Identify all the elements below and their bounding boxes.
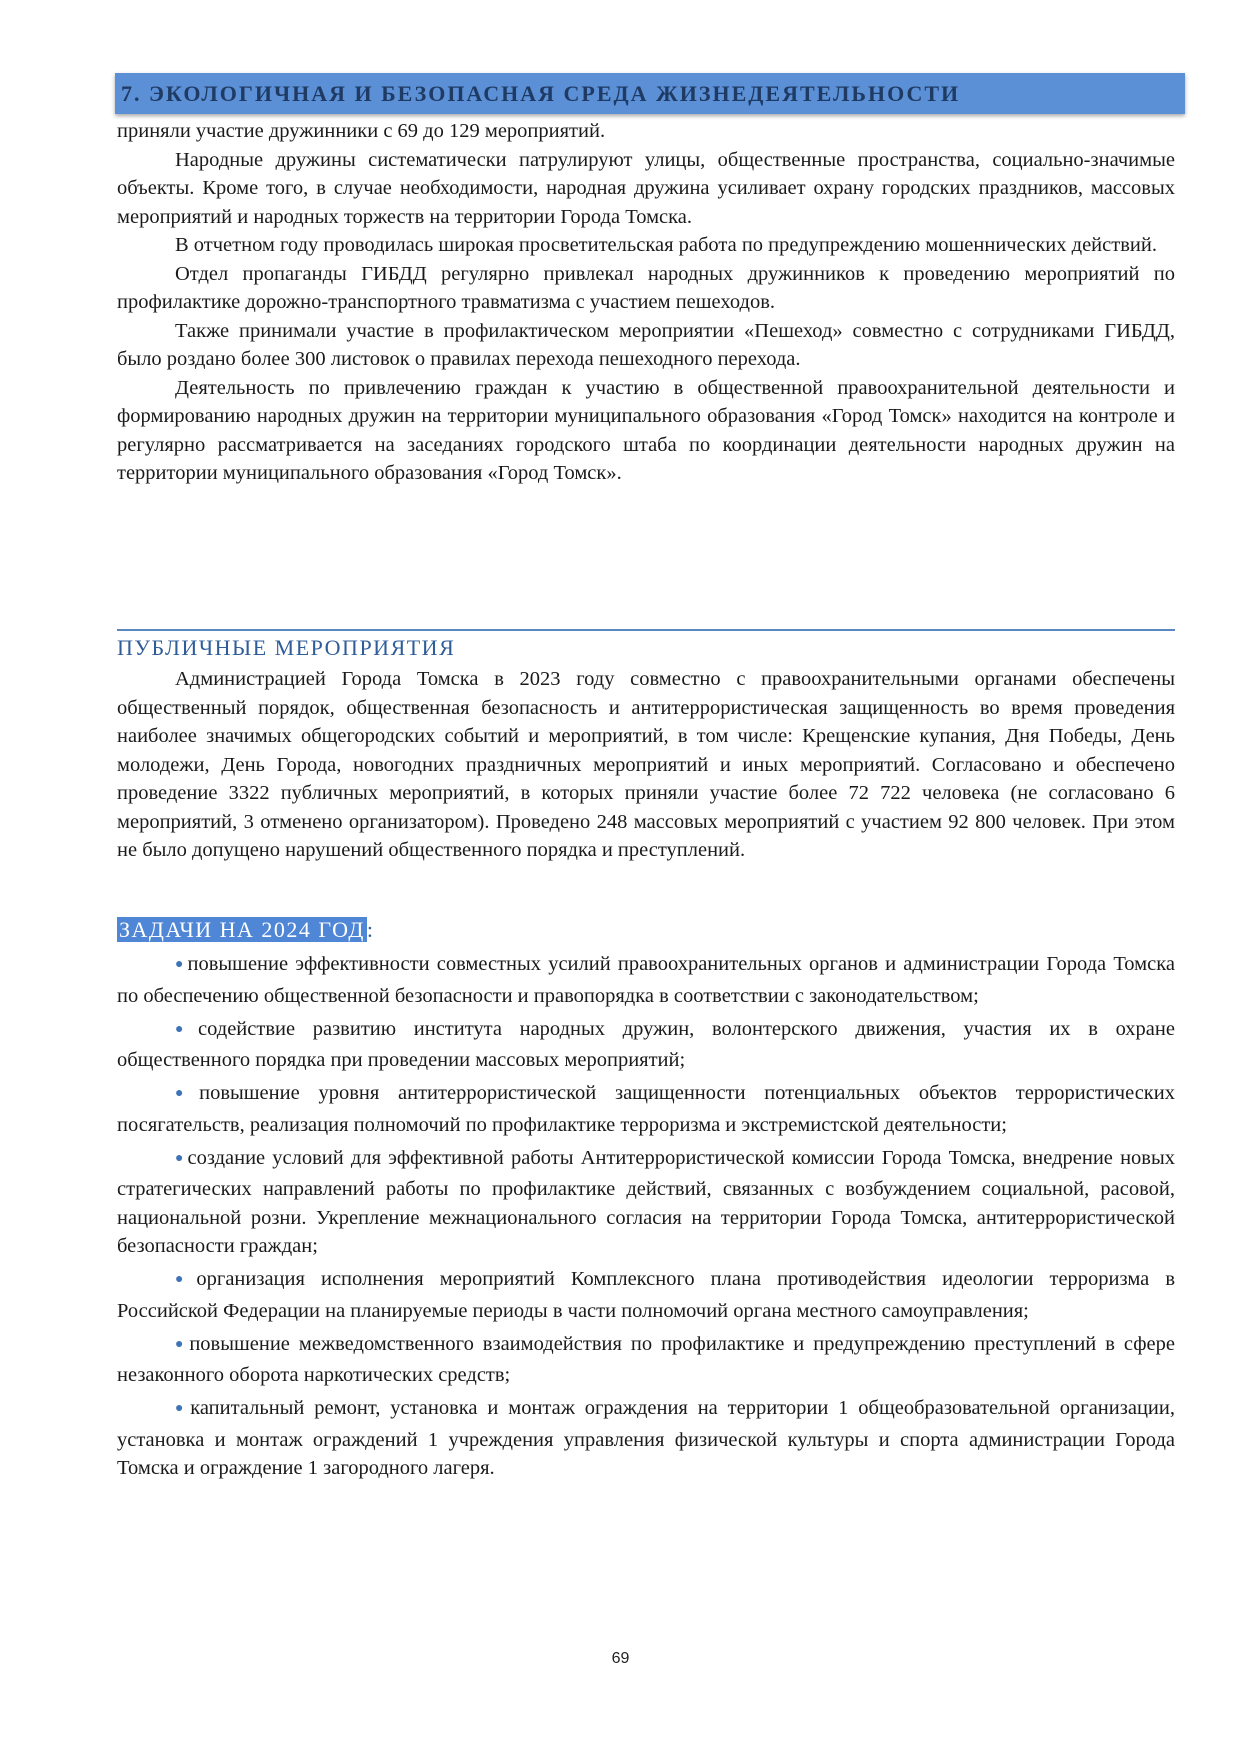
task-text: содействие развитию института народных дружин, волонтерского движения, участия их в охране общественного порядка при проведении массовых мероприятий; <box>117 1017 1175 1071</box>
task-text: повышение уровня антитеррористической защищенности потенциальных объектов террористических посягательств, реализация полномочий по профилактике терроризма и экстремистской деятельности; <box>117 1082 1175 1136</box>
intro-paragraph: В отчетном году проводилась широкая просветительская работа по предупреждению мошеннических действий. <box>175 234 1157 256</box>
tasks-list <box>117 950 1175 1487</box>
task-item <box>117 1330 1175 1390</box>
bullet-icon: ● <box>175 1336 188 1352</box>
chapter-header-band <box>115 73 1185 114</box>
task-item <box>117 1079 1175 1139</box>
bullet-icon: ● <box>175 1150 186 1166</box>
task-item <box>117 1015 1175 1075</box>
intro-paragraph: Народные дружины систематически патрулируют улицы, общественные пространства, социально-значимые объекты. Кроме того, в случае необходимости, народная дружина усиливает охрану городских праздников, массовых мероприятий и народных торжеств на территории Города Томска. <box>117 148 1175 228</box>
intro-block <box>117 117 1175 488</box>
chapter-title: 7. ЭКОЛОГИЧНАЯ И БЕЗОПАСНАЯ СРЕДА ЖИЗНЕДЕЯТЕЛЬНОСТИ <box>121 81 961 106</box>
task-text: организация исполнения мероприятий Комплексного плана противодействия идеологии терроризма в Российской Федерации на планируемые периоды в части полномочий органа местного самоуправления; <box>117 1268 1175 1322</box>
bullet-icon: ● <box>175 1272 195 1287</box>
section-title-public-events: ПУБЛИЧНЫЕ МЕРОПРИЯТИЯ <box>117 635 456 660</box>
intro-paragraph: Отдел пропаганды ГИБДД регулярно привлекал народных дружинников к проведению мероприятий по профилактике дорожно-транспортного травматизма с участием пешеходов. <box>117 262 1175 313</box>
intro-paragraph: Деятельность по привлечению граждан к участию в общественной правоохранительной деятельности и формированию народных дружин на территории муниципального образования «Город Томск» находится на контроле и регулярно рассматривается на заседаниях городского штаба по координации деятельности народных дружин на территории муниципального образования «Город Томск». <box>117 376 1175 484</box>
section-title-tasks <box>117 917 375 943</box>
public-events-block <box>117 665 1175 865</box>
task-item <box>117 1394 1175 1483</box>
tasks-title-colon: : <box>366 917 375 942</box>
public-events-paragraph: Администрацией Города Томска в 2023 году совместно с правоохранительными органами обеспечены общественный порядок, общественная безопасность и антитеррористическая защищенность во время проведения наиболее значимых общегородских событий и мероприятий, в том числе: Крещенские купания, Дня Победы, День молодежи, День Города, новогодних праздничных мероприятий и иных мероприятий. Согласовано и обеспечено проведение 3322 публичных мероприятий, в которых приняли участие более 72 722 человека (не согласовано 6 мероприятий, 3 отменено организатором). Проведено 248 массовых мероприятий с участием 92 800 человек. При этом не было допущено нарушений общественного порядка и преступлений. <box>117 668 1175 861</box>
intro-paragraph: приняли участие дружинники с 69 до 129 мероприятий. <box>117 120 606 142</box>
task-text: капитальный ремонт, установка и монтаж ограждения на территории 1 общеобразовательной организации, установка и монтаж ограждений 1 учреждения управления физической культуры и спорта администрации Города Томска и ограждение 1 загородного лагеря. <box>117 1397 1175 1479</box>
task-text: повышение межведомственного взаимодействия по профилактике и предупреждению преступлений в сфере незаконного оборота наркотических средств; <box>117 1332 1175 1386</box>
task-text: повышение эффективности совместных усилий правоохранительных органов и администрации Города Томска по обеспечению общественной безопасности и правопорядка в соответствии с законодательством; <box>117 953 1175 1007</box>
task-text: создание условий для эффективной работы Антитеррористической комиссии Города Томска, внедрение новых стратегических направлений работы по профилактике действий, связанных с возбуждением социальной, расовой, национальной розни. Укрепление межнационального согласия на территории Города Томска, антитеррористической безопасности граждан; <box>117 1146 1175 1257</box>
bullet-icon: ● <box>175 1401 189 1416</box>
intro-paragraph: Также принимали участие в профилактическом мероприятии «Пешеход» совместно с сотрудниками ГИБДД, было роздано более 300 листовок о правилах перехода пешеходного перехода. <box>117 319 1175 370</box>
page-number: 69 <box>611 1650 630 1667</box>
task-item <box>117 1265 1175 1325</box>
task-item <box>117 1144 1175 1261</box>
bullet-icon: ● <box>175 957 186 972</box>
bullet-icon: ● <box>175 1086 198 1101</box>
tasks-title-highlight: ЗАДАЧИ НА 2024 ГОД <box>119 917 365 942</box>
task-item <box>117 950 1175 1010</box>
bullet-icon: ● <box>175 1021 196 1037</box>
section-divider <box>117 629 1175 631</box>
